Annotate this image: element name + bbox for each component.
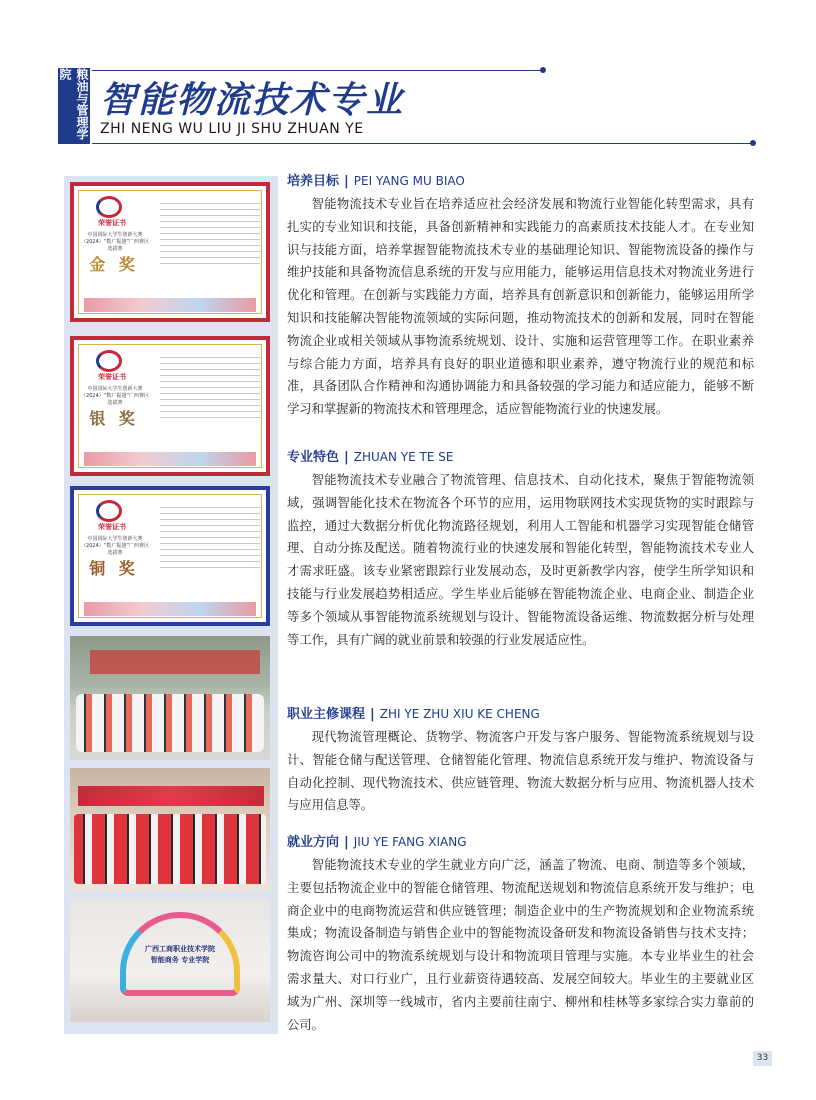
certificate-text-lines: [160, 198, 260, 268]
section-heading: [287, 833, 754, 852]
group-of-people: [74, 814, 266, 884]
section-heading: [287, 448, 754, 467]
page-title-pinyin: ZHI NENG WU LIU JI SHU ZHUAN YE: [100, 121, 364, 137]
certificate-org: 中国国际大学生创新大赛（2024）“数广振翅”广西赛区选拔赛: [81, 536, 149, 556]
certificate-label: 荣誉证书: [98, 373, 126, 381]
section-body: 智能物流技术专业旨在培养适应社会经济发展和物流行业智能化转型需求，具有扎实的专业知识和技能，具备创新精神和实践能力的高素质技术技能人才。在专业知识与技能方面，培养掌握智能物流技术专业的基础理论知识、智能物流设备的操作与维护技能和具备物流信息系统的开发与应用能力，能够运用信息技术对物流业务进行优化和管理。在创新与实践能力方面，培养具有创新意识和创新能力，能够运用所学知识和技能解决智能物流领域的实际问题，推动物流技术的创新和发展，同时在智能物流企业或相关领域从事物流系统规划、设计、实施和运营管理等工作。在职业素养与综合能力方面，培养具有良好的职业道德和职业素养，遵守物流行业的规范和标准，具备团队合作精神和沟通协调能力和具备较强的学习能力和适应能力，能够不断学习和掌握新的物流技术和管理理念，适应智能物流行业的快速发展。: [287, 197, 754, 417]
arch-sign-line1: 广西工商职业技术学院: [145, 945, 215, 953]
heading-divider: |: [344, 174, 349, 189]
heading-divider: |: [344, 450, 349, 465]
section-core-courses: [287, 705, 754, 817]
section-heading: [287, 172, 754, 191]
section-heading: [287, 705, 754, 724]
certificate-gold: [70, 182, 270, 322]
section-title: 培养目标: [287, 174, 340, 189]
certificate-footer-graphic: [84, 452, 256, 466]
section-body: 智能物流技术专业融合了物流管理、信息技术、自动化技术，聚焦于智能物流领域，强调智能化技术在物流各个环节的应用，运用物联网技术实现货物的实时跟踪与监控，通过大数据分析优化物流路径规划，利用人工智能和机器学习实现智能仓储管理、自动分拣及配送。随着物流行业的快速发展和智能化转型，智能物流技术专业人才需求旺盛。该专业紧密跟踪行业发展动态，及时更新教学内容，使学生所学知识和技能与行业发展趋势相适应。学生毕业后能够在智能物流企业、电商企业、制造企业等多个领域从事智能物流系统规划与设计、智能物流设备运维、物流数据分析与处理等工作，具有广阔的就业前景和较强的行业发展适应性。: [287, 473, 754, 647]
section-title-pinyin: ZHUAN YE TE SE: [353, 450, 454, 464]
heading-divider: |: [370, 707, 375, 722]
college-entrance-photo: [70, 898, 270, 1022]
competition-logo-icon: [96, 500, 122, 522]
page-number: 33: [753, 1051, 772, 1066]
page-title: 智能物流技术专业: [100, 80, 405, 121]
group-photo-outdoor: [70, 636, 270, 760]
title-top-rule: [92, 70, 542, 71]
section-title: 职业主修课程: [287, 707, 366, 722]
group-of-people: [76, 694, 264, 752]
slogan-wall: [90, 650, 260, 674]
arch-sign: [118, 944, 242, 966]
section-body: 现代物流管理概论、货物学、物流客户开发与客户服务、智能物流系统规划与设计、智能仓储与配送管理、仓储智能化管理、物流信息系统开发与维护、物流设备与自动化控制、现代物流技术、供应链管理、物流大数据分析与应用、物流机器人技术与应用信息等。: [287, 730, 754, 813]
certificate-silver: [70, 336, 270, 476]
certificate-text-lines: [160, 502, 260, 572]
title-bottom-rule: [92, 143, 752, 144]
section-title-pinyin: JIU YE FANG XIANG: [353, 835, 467, 849]
certificate-org: 中国国际大学生创新大赛（2024）“数广振翅”广西赛区选拔赛: [81, 386, 149, 406]
section-title: 专业特色: [287, 450, 340, 465]
title-bottom-dot: [750, 140, 756, 146]
section-features: [287, 448, 754, 651]
section-title-pinyin: ZHI YE ZHU XIU KE CHENG: [379, 707, 540, 721]
competition-logo-icon: [96, 196, 122, 218]
section-title: 就业方向: [287, 835, 340, 850]
certificate-award: 银 奖: [89, 409, 139, 428]
competition-logo-icon: [96, 350, 122, 372]
section-career-direction: [287, 833, 754, 1036]
college-side-tab: 粮油与管理学院: [58, 68, 90, 144]
certificate-award: 金 奖: [89, 255, 139, 274]
certificate-label: 荣誉证书: [98, 523, 126, 531]
certificate-award: 铜 奖: [89, 559, 139, 578]
certificate-footer-graphic: [84, 298, 256, 312]
ceremony-banner: [78, 786, 264, 806]
section-body: 智能物流技术专业的学生就业方向广泛，涵盖了物流、电商、制造等多个领域，主要包括物流企业中的智能仓储管理、物流配送规划和物流信息系统开发与维护；电商企业中的电商物流运营和供应链管理；制造企业中的生产物流规划和企业物流系统集成；物流设备制造与销售企业中的智能物流设备研发和物流设备销售与技术支持；物流咨询公司中的物流系统规划与设计和物流项目管理与实施。本专业毕业生的社会需求量大、对口行业广，且行业薪资待遇较高、发展空间较大。毕业生的主要就业区域为广州、深圳等一线城市，省内主要前往南宁、柳州和桂林等多家综合实力靠前的公司。: [287, 858, 754, 1032]
certificate-bronze: [70, 486, 270, 626]
group-photo-ceremony: [70, 768, 270, 892]
certificate-org: 中国国际大学生创新大赛（2024）“数广振翅”广西赛区选拔赛: [81, 232, 149, 252]
heading-divider: |: [344, 835, 349, 850]
section-training-goals: [287, 172, 754, 421]
certificate-text-lines: [160, 352, 260, 422]
title-rule-dot: [540, 67, 546, 73]
certificate-footer-graphic: [84, 602, 256, 616]
section-title-pinyin: PEI YANG MU BIAO: [353, 174, 465, 188]
certificate-label: 荣誉证书: [98, 219, 126, 227]
arch-sign-line2: 智能商务 专业学院: [150, 956, 210, 964]
